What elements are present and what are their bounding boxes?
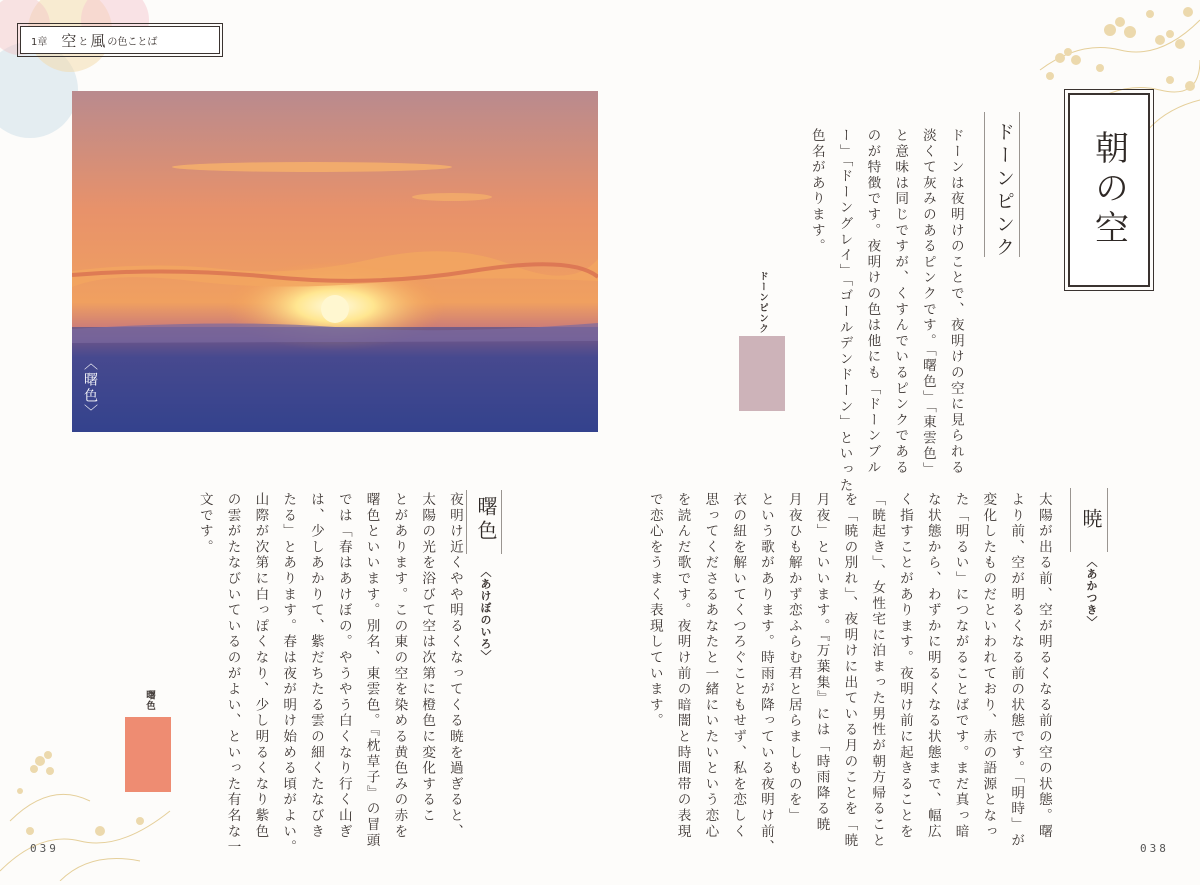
akebono-body: 夜明け近くやや明るくなってくる暁を過ぎると、 太陽の光を浴びて空は次第に橙色に変化するこ とがあります。この東の空を染める黄色みの赤を 曙色といいます。別名、東雲色。『枕草子』の冒頭 では「春はあけぼの。やうやう白くなり行く山ぎ は、少しあかりて、紫だちたる雲の細くたなびき たる」とあります。春は夜が明け始める頃がよい。 山際が次第に白っぽくなり、少し明るくなり紫色 の雲がたなびいているのがよい、といった有名な一 文です。	[196, 492, 463, 856]
dawn-pink-rule-left	[984, 112, 985, 257]
akebono-swatch	[125, 717, 171, 792]
chapter-title-sky: 空	[61, 31, 77, 50]
dawn-pink-title: ドーンピンク	[993, 122, 1015, 260]
chapter-number: 1章	[31, 36, 48, 48]
photo-caption: 〈曙色〉	[82, 356, 98, 420]
akebono-rule-right	[501, 490, 502, 554]
dawn-pink-body: ドーンは夜明けのことで、夜明けの空に見られる 淡くて灰みのあるピンクです。「曙色」「東雲色」 と意味は同じですが、くすんでいるピンクである のが特徴です。夜明けの色は他にも「ドーンブル ー」「ドーングレイ」「ゴールデンドーン」といった 色名があります。	[808, 128, 964, 494]
akebono-title: 曙色	[474, 496, 498, 544]
akatsuki-rule-right	[1107, 488, 1108, 552]
akatsuki-body: 太陽が出る前、空が明るくなる前の空の状態。曙 より前、空が明るくなる前の状態です。「明時」が 変化したものだといわれており、赤の語源となっ た「明るい」につながることばです。まだ真っ暗 な状態から、わずかに明るくなる状態まで、幅広 く指すことがあります。夜明け前に起きることを 「暁起き」、女性宅に泊まった男性が朝方帰ること を「暁の別れ」、夜明けに出ている月のことを「暁 月夜」といいます。『万葉集』には「時雨降る暁 月夜ひも解かず恋ふらむ君と居らましものを」 という歌があります。時雨が降っている夜明け前、 衣の紐を解いてくつろぐこともせず、私を恋しく 思ってくださるあなたと一緒にいたいという恋心 を読んだ歌です。夜明け前の暗闇と時間帯の表現 で恋心をうまく表現しています。	[646, 492, 1052, 856]
chapter-title-tail: の色ことば	[107, 36, 158, 48]
akatsuki-reading: 〈あかつき〉	[1085, 556, 1098, 628]
chapter-title-wind: 風	[90, 31, 106, 50]
dawn-pink-swatch-label: ドーンピンク	[757, 271, 768, 334]
akatsuki-title: 暁	[1079, 508, 1103, 528]
section-title-box	[1068, 93, 1150, 287]
dawn-pink-swatch	[739, 336, 785, 411]
akebono-reading: 〈あけぼのいろ〉	[479, 566, 492, 662]
chapter-title-conj: と	[78, 36, 89, 48]
akebono-swatch-label: 曙色	[144, 690, 155, 711]
akatsuki-rule-left	[1070, 488, 1071, 552]
dawn-pink-rule-right	[1019, 112, 1020, 257]
sunrise-photo	[72, 91, 598, 432]
section-title: 朝の空	[1088, 130, 1129, 250]
page-number-right: 038	[1140, 842, 1169, 855]
page-number-left: 039	[30, 842, 59, 855]
chapter-header	[20, 26, 220, 54]
